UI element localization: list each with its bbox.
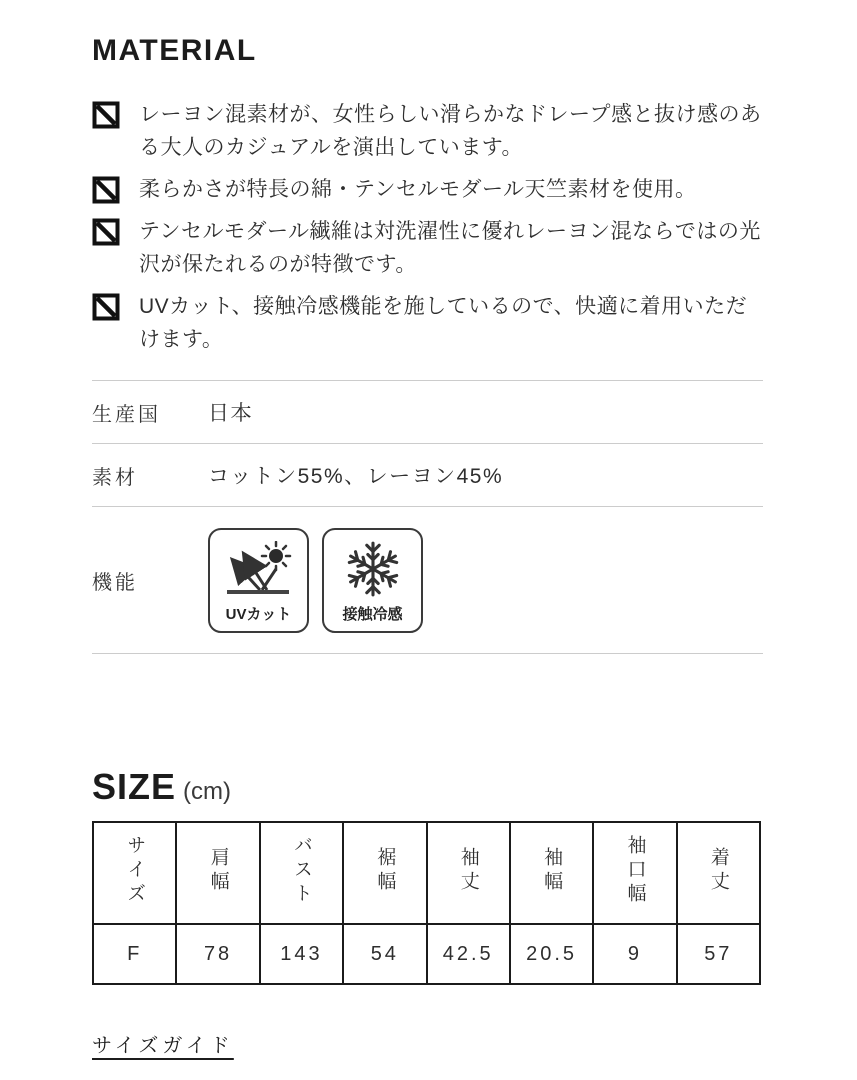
- size-unit: (cm): [183, 778, 231, 805]
- list-item: [92, 173, 765, 206]
- spec-value: コットン55%、レーヨン45%: [208, 465, 504, 488]
- header-label: 裾幅: [374, 846, 396, 895]
- snowflake-icon: [326, 535, 419, 603]
- list-item: [92, 98, 765, 164]
- size-title: SIZE: [92, 766, 177, 807]
- badge-label: 接触冷感: [342, 605, 403, 623]
- contact-cool-badge: [322, 528, 423, 633]
- material-bullet-list: [92, 98, 765, 356]
- size-table-row: [93, 924, 760, 984]
- diagonal-square-bullet-icon: [92, 293, 120, 321]
- spec-row-fabric: [92, 443, 763, 506]
- spec-label: 素材: [92, 466, 138, 489]
- size-guide-link[interactable]: サイズガイド: [92, 1035, 234, 1057]
- bullet-text: テンセルモダール繊維は対洗濯性に優れレーヨン混ならではの光沢が保たれるのが特徴です。: [139, 220, 761, 276]
- uv-cut-badge: [208, 528, 309, 633]
- header-label: 袖口幅: [624, 834, 646, 907]
- size-cell: 143: [260, 924, 343, 984]
- header-label: サイズ: [124, 834, 146, 907]
- size-cell: 57: [677, 924, 760, 984]
- bullet-text: 柔らかさが特長の綿・テンセルモダール天竺素材を使用。: [139, 178, 697, 201]
- spec-row-function: [92, 506, 763, 654]
- size-cell: 20.5: [510, 924, 593, 984]
- material-heading: MATERIAL: [92, 34, 257, 67]
- spec-row-country: [92, 380, 763, 443]
- size-cell: 54: [343, 924, 426, 984]
- size-heading: [92, 766, 765, 808]
- badge-label: UVカット: [225, 605, 292, 623]
- list-item: [92, 215, 765, 281]
- size-table-header: [176, 822, 259, 924]
- diagonal-square-bullet-icon: [92, 218, 120, 246]
- size-cell: 78: [176, 924, 259, 984]
- size-table-header: [510, 822, 593, 924]
- spec-list: [92, 380, 763, 654]
- size-table-header: [593, 822, 676, 924]
- spec-label: 生産国: [92, 403, 161, 426]
- bullet-text: レーヨン混素材が、女性らしい滑らかなドレープ感と抜け感のある大人のカジュアルを演出しています。: [139, 103, 762, 159]
- size-cell: F: [93, 924, 176, 984]
- size-table-header: [343, 822, 426, 924]
- size-table: [92, 821, 761, 985]
- function-badges: [208, 528, 423, 633]
- header-label: 袖幅: [541, 846, 563, 895]
- list-item: [92, 290, 765, 356]
- diagonal-square-bullet-icon: [92, 176, 120, 204]
- size-table-header: [93, 822, 176, 924]
- size-table-header: [677, 822, 760, 924]
- size-table-header: [260, 822, 343, 924]
- header-label: 着丈: [707, 846, 729, 895]
- size-table-header-row: [93, 822, 760, 924]
- size-cell: 42.5: [427, 924, 510, 984]
- uv-cut-icon: [212, 535, 305, 603]
- spec-label: 機能: [92, 571, 138, 594]
- header-label: 袖丈: [457, 846, 479, 895]
- size-guide-wrap: [92, 1029, 765, 1058]
- header-label: バスト: [290, 834, 312, 907]
- size-cell: 9: [593, 924, 676, 984]
- size-section: [92, 766, 765, 1058]
- spec-value: 日本: [208, 402, 253, 425]
- bullet-text: UVカット、接触冷感機能を施しているので、快適に着用いただけます。: [139, 295, 748, 351]
- diagonal-square-bullet-icon: [92, 101, 120, 129]
- size-table-header: [427, 822, 510, 924]
- header-label: 肩幅: [207, 846, 229, 895]
